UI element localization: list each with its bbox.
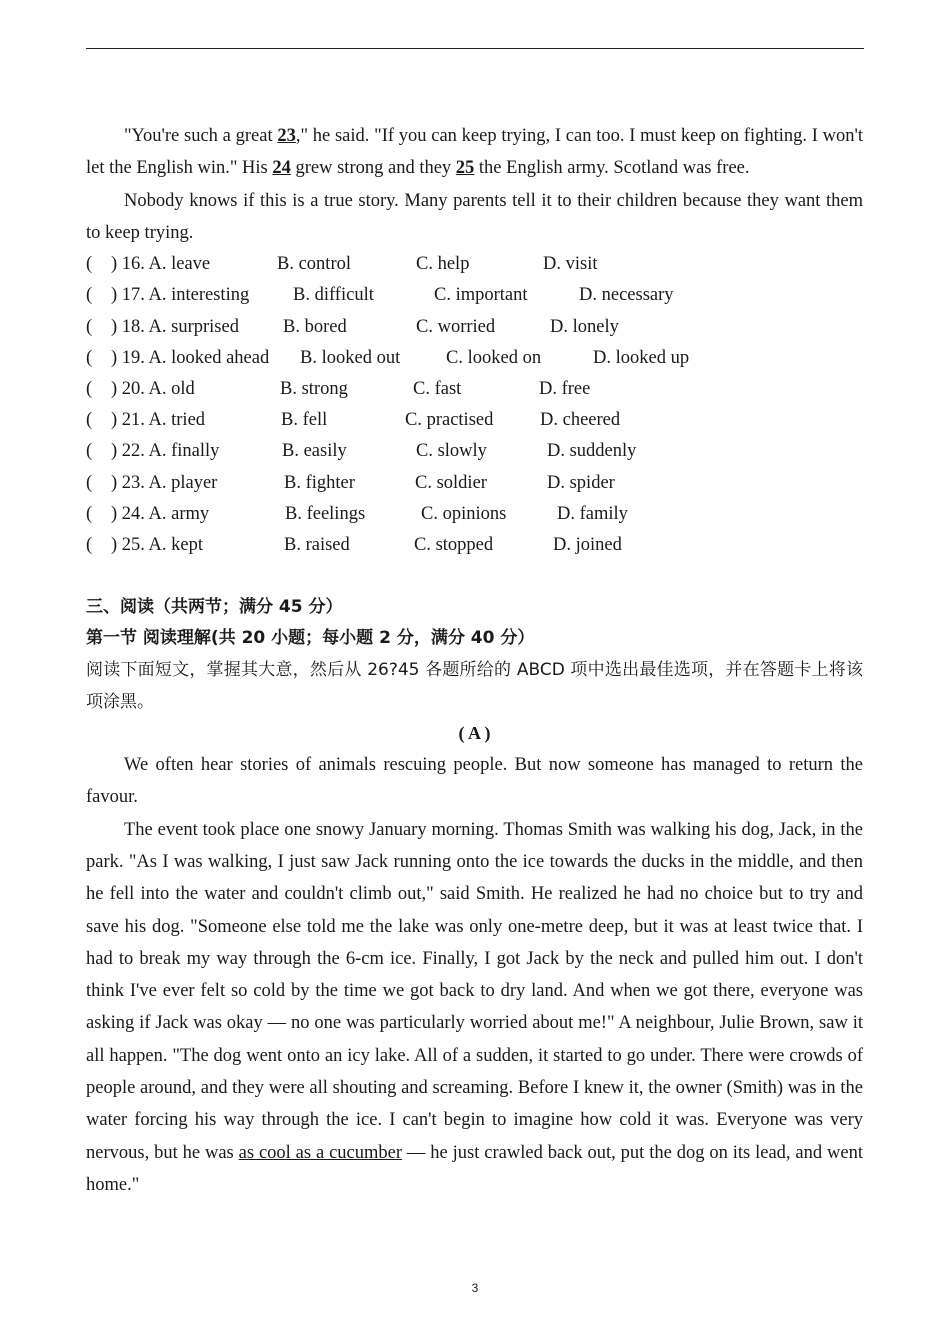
question-list: [86, 249, 863, 561]
option-c: C. soldier: [415, 472, 487, 493]
answer-bracket: (: [86, 441, 93, 462]
question-row: [86, 343, 863, 374]
option-d: D. visit: [543, 254, 598, 275]
answer-bracket: (: [86, 503, 93, 524]
passage-paragraph-1: We often hear stories of animals rescuing people. But now someone has managed to return the favour.: [86, 755, 863, 808]
option-c: C. opinions: [421, 503, 507, 524]
option-d: D. free: [539, 378, 591, 399]
section-subtitle: 第一节 阅读理解(共 20 小题；每小题 2 分，满分 40 分）: [86, 628, 535, 649]
passage-paragraph-2: [86, 814, 863, 1202]
blank-23: 23: [277, 126, 296, 146]
section-spacer: [86, 561, 863, 592]
question-row: [86, 374, 863, 405]
option-c: C. looked on: [446, 347, 542, 368]
option-d: D. lonely: [550, 316, 619, 337]
question-row: [86, 249, 863, 280]
blank-24: 24: [272, 158, 291, 179]
text-segment: the English army. Scotland was free.: [474, 158, 750, 179]
option-b: B. difficult: [293, 285, 374, 306]
underlined-phrase: as cool as a cucumber: [238, 1142, 403, 1163]
page-number: 3: [471, 1281, 479, 1295]
option-b: B. raised: [284, 534, 350, 555]
answer-bracket: (: [86, 285, 93, 306]
option-a: ) 23. A. player: [111, 472, 218, 493]
option-d: D. suddenly: [547, 441, 637, 462]
option-d: D. necessary: [579, 285, 674, 306]
text-segment: "You're such a great: [124, 126, 278, 146]
answer-bracket: (: [86, 378, 93, 399]
section-instructions: 阅读下面短文，掌握其大意，然后从 26?45 各题所给的 ABCD 项中选出最佳选项，并在答题卡上将该项涂黑。: [86, 660, 863, 713]
option-a: ) 21. A. tried: [111, 410, 206, 431]
option-a: ) 20. A. old: [111, 378, 195, 399]
answer-bracket: (: [86, 410, 93, 431]
option-b: B. fighter: [284, 472, 355, 493]
option-d: D. cheered: [540, 410, 621, 431]
question-row: [86, 280, 863, 311]
question-row: [86, 468, 863, 499]
option-c: C. help: [416, 254, 470, 275]
option-a: ) 25. A. kept: [111, 534, 203, 555]
page-content: [86, 120, 863, 1201]
cloze-paragraph-1: [86, 120, 863, 185]
answer-bracket: (: [86, 316, 93, 337]
text-segment: The event took place one snowy January morning. Thomas Smith was walking his dog, Jack, in the park. "As I was walking, I just saw Jack running onto the ice towards the ducks in the middle, and then he fell into the water and couldn't climb out," said Smith. He realized he had no choice but to try and save his dog. "Someone else told me the lake was only one-metre deep, but it was at least twice that. I had to break my way through the 6-cm ice. Finally, I got Jack by the neck and pulled him out. I don't think I've ever felt so cold by the time we got back to dry land. And when we got there, everyone was asking if Jack was okay — no one was particularly worried about me!" A neighbour, Julie Brown, saw it all happen. "The dog went onto an icy lake. All of a sudden, it started to go under. There were crowds of people around, and they were all shouting and screaming. Before I knew it, the owner (Smith) was in the water forcing his way through the ice. I can't begin to imagine how cold it was. Everyone was very nervous, but he was: [86, 819, 863, 1163]
option-b: B. strong: [280, 378, 348, 399]
blank-25: 25: [455, 158, 475, 179]
option-c: C. worried: [416, 316, 496, 337]
text-segment: ," he said. "If you can keep trying, I can too. I must keep on fighting. I won't let the English win." His: [86, 126, 863, 179]
answer-bracket: (: [86, 472, 93, 493]
question-row: [86, 436, 863, 467]
option-b: B. feelings: [285, 503, 366, 524]
passage-label: ( A ): [458, 723, 491, 744]
option-c: C. slowly: [416, 441, 487, 462]
option-a: ) 18. A. surprised: [111, 316, 239, 337]
option-a: ) 19. A. looked ahead: [111, 347, 270, 368]
option-c: C. practised: [405, 410, 494, 431]
option-b: B. bored: [283, 316, 347, 337]
question-row: [86, 405, 863, 436]
option-a: ) 24. A. army: [111, 503, 210, 524]
option-b: B. fell: [281, 410, 328, 431]
answer-bracket: (: [86, 347, 93, 368]
option-b: B. easily: [282, 441, 347, 462]
option-c: C. stopped: [414, 534, 494, 555]
option-d: D. spider: [547, 472, 615, 493]
option-a: ) 16. A. leave: [111, 254, 211, 275]
option-c: C. fast: [413, 378, 462, 399]
option-a: ) 17. A. interesting: [111, 285, 250, 306]
section-title: 三、阅读（共两节；满分 45 分）: [86, 597, 343, 618]
option-b: B. looked out: [300, 347, 401, 368]
cloze-paragraph-2: Nobody knows if this is a true story. Many parents tell it to their children because they want them to keep trying.: [86, 190, 863, 243]
option-d: D. family: [557, 503, 628, 524]
question-row: [86, 499, 863, 530]
option-d: D. joined: [553, 534, 622, 555]
option-d: D. looked up: [593, 347, 690, 368]
question-row: [86, 530, 863, 561]
answer-bracket: (: [86, 254, 93, 275]
option-b: B. control: [277, 254, 351, 275]
option-a: ) 22. A. finally: [111, 441, 220, 462]
option-c: C. important: [434, 285, 528, 306]
text-segment: — he just crawled back out, put the dog on its lead, and went home.": [86, 1142, 863, 1195]
text-segment: grew strong and they: [290, 158, 456, 179]
question-row: [86, 312, 863, 343]
answer-bracket: (: [86, 534, 93, 555]
header-rule: [86, 48, 864, 49]
